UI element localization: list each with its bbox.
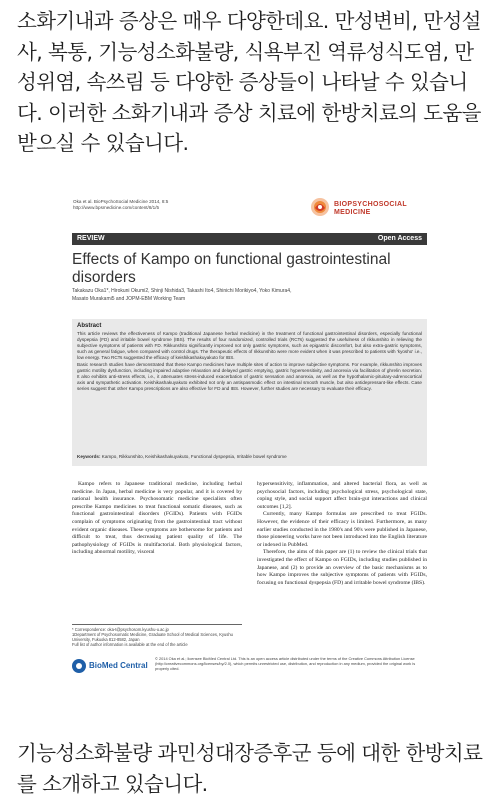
outro-paragraph: 기능성소화불량 과민성대장증후군 등에 대한 한방치료를 소개하고 있습니다. (17, 741, 483, 796)
abstract-paragraph: This article reviews the effectiveness of Kampo (traditional Japanese herbal medicine) in the treatment of functional gastrointestinal disorders, especially functional dyspepsia (FD) and irritable bowel syndrome (IBS). The results of four randomized, controlled trials (RCTs) suggested the usefulness of rikkunshito in relieving the subjective symptoms of patients with FD. Rikkunshito significantly improved not only gastric symptoms, such as epigastric discomfort, but also extra-gastric symptoms, such as general fatigue, when compared with control drugs. The therapeutic effects of rikkunshito were more evident when it was prescribed to patients with 'kyosho' i.e., low energy. Two RCTs suggested the efficacy of keishikashakuyakuto for IBS. (77, 331, 422, 360)
publisher-logo (72, 658, 152, 676)
publisher-name: BioMed Central (89, 661, 148, 670)
footnote-line: 1Department of Psychosomatic Medicine, Graduate School of Medical Sciences, Kyushu University, Fukuoka 812-8582, Japan (72, 632, 233, 642)
body-paragraph: Currently, many Kampo formulas are prescribed to treat FGIDs. However, the evidence of their efficacy is limited. Furthermore, as many earlier studies conducted in the 1980's and 90's were published in Japanese, those pioneering works have not been introduced into the English literature or indexed in PubMed. (257, 511, 427, 548)
publisher-logo-icon (72, 659, 86, 673)
keywords (77, 454, 422, 460)
citation-line: Oka et al. BioPsychoSocial Medicine 2014, 8:5 (73, 199, 169, 204)
paper-page-image (55, 196, 445, 691)
license-text: © 2014 Oka et al.; licensee BioMed Central Ltd. This is an open access article distributed under the terms of the Creative Commons Attribution License (http://creativecommons.org/licenses/by/2.0), which permits unrestricted use, distribution, and reproduction in any medium, provided the original work is properly cited. (155, 656, 416, 671)
journal-logo-icon (310, 197, 330, 217)
keywords-label: Keywords: (77, 454, 101, 459)
paper-authors (72, 288, 427, 303)
paper-title: Effects of Kampo on functional gastrointestinal disorders (72, 251, 391, 286)
journal-logo (310, 196, 440, 220)
section-bar (72, 233, 427, 245)
citation-url: http://www.bpsmedicine.com/content/8/1/5 (73, 205, 160, 210)
authors-line: Takakazu Oka1*, Hirokuni Okumi2, Shinji Nishida3, Takashi Ito4, Shinichi Morikiyo4, Yoko Kimura4, (72, 288, 292, 294)
abstract-paragraph: Basic research studies have demonstrated that these Kampo medicines have multiple sites of action to improve subjective symptoms. For example, rikkunshito improves gastric motility dysfunction, including impaired adaptive relaxation and delayed gastric emptying, gastric hypersensitivity, and anorexia via facilitation of ghrelin secretion. It also exhibits anti-stress effects, i.e., it attenuates stress-induced exacerbation of gastric sensation and anorexia, as well as the hypothalamic-pituitary-adrenocortical axis and sympathetic activation. Keishikashakuyakuto exhibited not only an antispasmodic effect on intestinal smooth muscle, but also antidepressant-like effects. Case series suggest that other Kampo prescriptions are also effective for FD and IBS. However, further studies are necessary to evaluate their efficacy. (77, 362, 422, 391)
body-column-left (72, 481, 242, 557)
intro-paragraph: 소화기내과 증상은 매우 다양한데요. 만성변비, 만성설사, 복통, 기능성소화불량, 식욕부진 역류성식도염, 만성위염, 속쓰림 등 다양한 증상들이 나타날 수 있습니다. 이러한 소화기내과 증상 치료에 한방치료의 도움을 받으실 수 있습니다. (17, 9, 481, 155)
paper-citation (73, 199, 168, 211)
keywords-text: Kampo, Rikkunshito, Keishikashakuyakuto, Functional dyspepsia, Irritable bowel syndrome (101, 454, 287, 459)
abstract-heading: Abstract (77, 323, 102, 329)
abstract-body (77, 331, 422, 392)
journal-logo-line2: MEDICINE (334, 209, 371, 216)
body-column-right (257, 481, 427, 587)
section-label: REVIEW (77, 235, 105, 242)
body-paragraph: hypersensitivity, inflammation, and altered bacterial flora, as well as psychosocial factors, including psychological stress, psychological state, coping style, and social support affect brain-gut interactions and clinical outcomes [1,2]. (257, 481, 427, 510)
footnote-line: * Correspondence: oka-t@psychosom.kyushu-u.ac.jp (72, 627, 169, 632)
body-paragraph: Kampo refers to Japanese traditional medicine, including herbal medicine. In Japan, herbal medicine is very popular, and it is covered by national health insurance. Psychosomatic medicine specialists often prescribe Kampo medicines to treat functional somatic diseases, such as functional gastrointestinal disorders (FGIDs). Patients with FGIDs complain of symptoms originating from the gastrointestinal tract without evident organic diseases. These symptoms are bothersome for patients and difficult to treat, thus decreasing patient quality of life. The pathophysiology of FGIDs is multifactorial. Both physiological factors, including abnormal motility, visceral (72, 481, 242, 556)
journal-logo-line1: BIOPSYCHOSOCIAL (334, 201, 407, 208)
correspondence-footnote (72, 624, 242, 647)
open-access-label: Open Access (377, 235, 422, 242)
body-paragraph: Therefore, the aims of this paper are (1) to review the clinical trials that investigated the effect of Kampo on FGIDs, including studies published in Japanese, and (2) to provide an overview of the basic mechanisms as to how Kampo improves the subjective symptoms of patients with FGIDs, focusing on functional dyspepsia (FD) and irritable bowel syndrome (IBS). (257, 549, 427, 586)
footnote-line: Full list of author information is available at the end of the article (72, 642, 188, 647)
abstract-box (72, 319, 427, 466)
authors-line: Masato Murakami5 and JOPM-EBM Working Team (72, 295, 186, 302)
journal-logo-text (334, 201, 407, 217)
